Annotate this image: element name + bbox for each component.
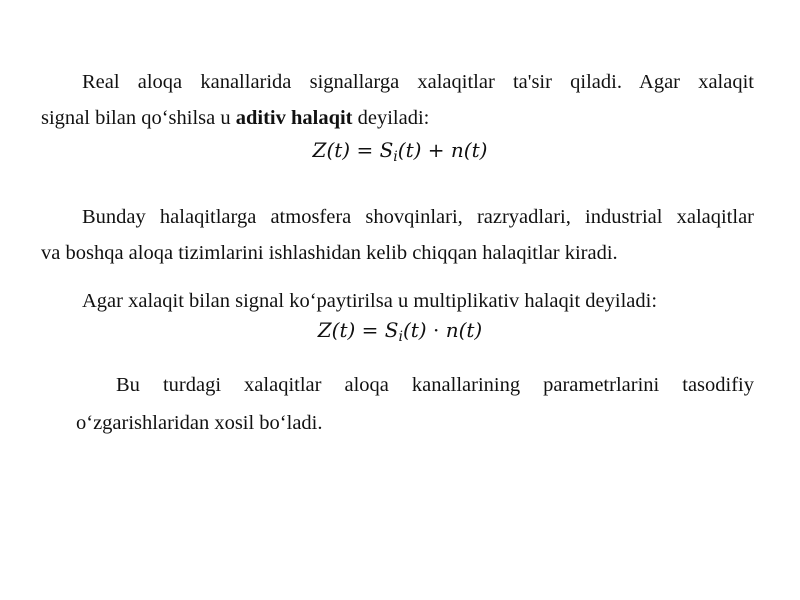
formula-noise: n(t): [445, 318, 483, 342]
paragraph-multiplicative-cause: [76, 366, 754, 442]
formula-signal: S: [379, 138, 394, 162]
text-run: signal bilan qo‘shilsa u: [41, 107, 236, 129]
formula-signal-subscript: i: [393, 149, 398, 165]
paragraph-line: va boshqa aloqa tizimlarini ishlashidan kelib chiqqan halaqitlar kiradi.: [41, 242, 618, 264]
paragraph-noise-sources: [41, 199, 754, 271]
term-aditiv-halaqit: aditiv halaqit: [235, 107, 353, 129]
paragraph-additive-intro: [41, 64, 754, 136]
paragraph-line: Agar xalaqit bilan signal ko‘paytirilsa u multiplikativ halaqit deyiladi:: [82, 290, 658, 312]
paragraph-line: [41, 100, 754, 136]
formula-signal-arg: (t): [397, 138, 422, 162]
paragraph-line: o‘zgarishlaridan xosil bo‘ladi.: [76, 412, 323, 434]
text-run: deyiladi:: [352, 107, 430, 129]
formula-signal-arg: (t): [402, 318, 427, 342]
formula-signal-subscript: i: [398, 329, 403, 345]
formula-lhs: Z(t): [317, 318, 356, 342]
formula-multiplicative: [0, 318, 800, 345]
formula-equals: =: [355, 318, 385, 342]
formula-signal: S: [384, 318, 399, 342]
paragraph-line: Bu turdagi xalaqitlar aloqa kanallarining parametrlarini tasodifiy: [116, 374, 754, 396]
formula-noise: n(t): [450, 138, 488, 162]
formula-additive: [0, 138, 800, 165]
paragraph-multiplicative-intro: [41, 283, 754, 319]
paragraph-line: Bunday halaqitlarga atmosfera shovqinlari, razryadlari, industrial xalaqitlar: [82, 206, 754, 228]
paragraph-line: Real aloqa kanallarida signallarga xalaqitlar ta'sir qiladi. Agar xalaqit: [82, 71, 754, 93]
formula-operator-plus: +: [421, 138, 451, 162]
formula-operator-dot: ·: [426, 318, 446, 342]
formula-lhs: Z(t): [312, 138, 351, 162]
formula-equals: =: [350, 138, 380, 162]
